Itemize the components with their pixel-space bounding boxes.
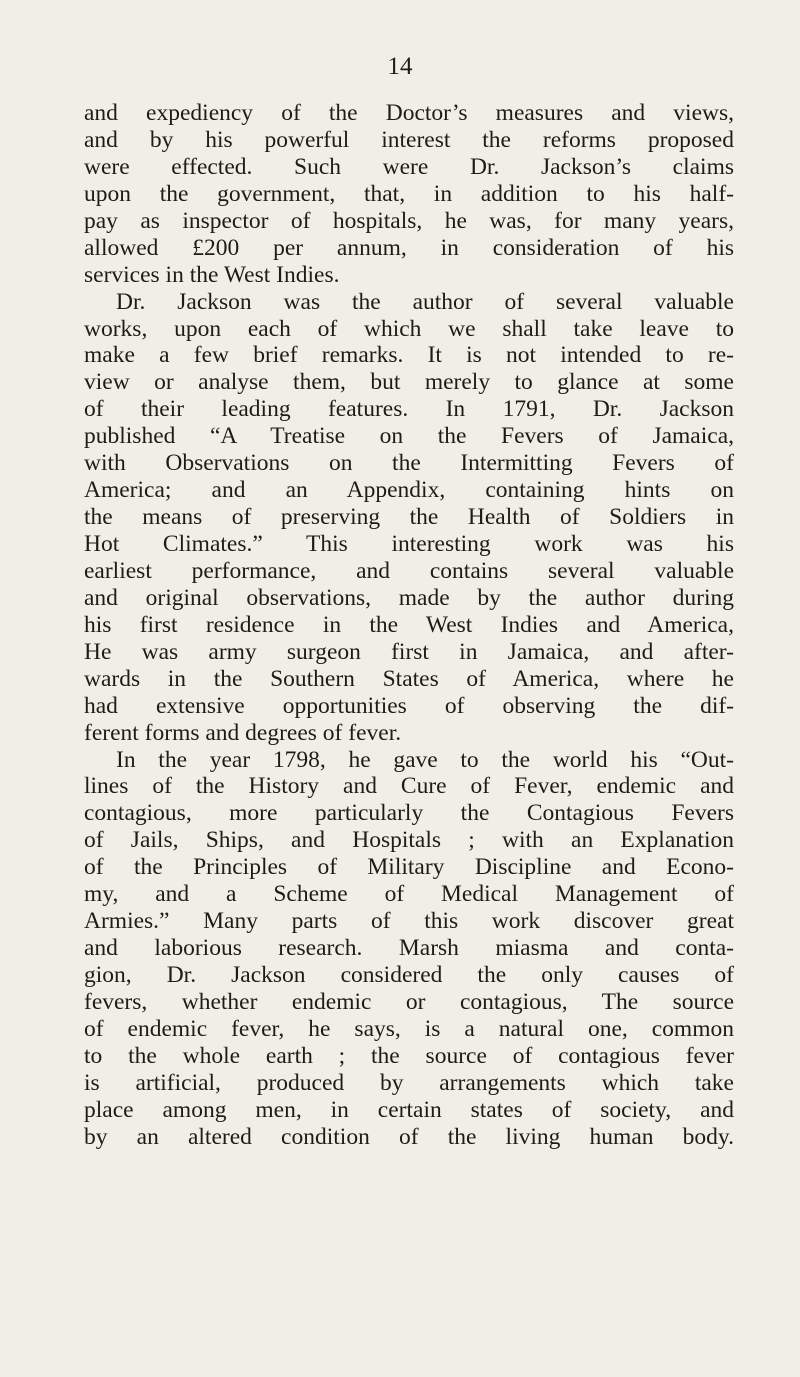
- text-line: and original observations, made by the author during: [84, 584, 734, 611]
- page-number: 14: [387, 53, 413, 80]
- text-line: fevers, whether endemic or contagious, The source: [84, 988, 734, 1015]
- text-line: place among men, in certain states of society, and: [84, 1096, 734, 1123]
- text-line: allowed £200 per annum, in consideration of his: [84, 234, 734, 261]
- text-line: with Observations on the Intermitting Fevers of: [84, 450, 734, 477]
- text-line: by an altered condition of the living human body.: [84, 1123, 734, 1150]
- text-line: were effected. Such were Dr. Jackson’s claims: [84, 153, 734, 180]
- text-line: of endemic fever, he says, is a natural one, common: [84, 1015, 734, 1042]
- text-line: Hot Climates.” This interesting work was his: [84, 531, 734, 557]
- text-line: the means of preserving the Health of Soldiers in: [84, 504, 734, 531]
- text-line: He was army surgeon first in Jamaica, and after-: [84, 638, 734, 665]
- body-text: [84, 100, 734, 1151]
- text-line: Armies.” Many parts of this work discover great: [84, 908, 734, 935]
- text-line: make a few brief remarks. It is not intended to re-: [84, 342, 734, 369]
- text-line: and expediency of the Doctor’s measures and views,: [84, 100, 734, 126]
- text-line: In the year 1798, he gave to the world his “Out-: [116, 746, 734, 773]
- text-line: works, upon each of which we shall take leave to: [84, 315, 734, 342]
- text-line: to the whole earth ; the source of contagious fever: [84, 1042, 734, 1069]
- text-line: my, and a Scheme of Medical Management of: [84, 881, 734, 908]
- text-line: upon the government, that, in addition to his half-: [84, 180, 734, 207]
- text-line: his first residence in the West Indies and America,: [84, 611, 734, 638]
- text-line: published “A Treatise on the Fevers of Jamaica,: [84, 423, 734, 450]
- text-line: and laborious research. Marsh miasma and conta-: [84, 935, 734, 962]
- text-line: America; and an Appendix, containing hints on: [84, 477, 734, 504]
- text-line: wards in the Southern States of America, where he: [84, 665, 734, 692]
- text-line: contagious, more particularly the Contagious Fevers: [84, 800, 734, 827]
- text-line: earliest performance, and contains several valuable: [84, 557, 734, 584]
- text-line: gion, Dr. Jackson considered the only causes of: [84, 962, 734, 988]
- text-line: view or analyse them, but merely to glance at some: [84, 369, 734, 396]
- text-line: Dr. Jackson was the author of several valuable: [116, 288, 734, 315]
- text-line: of the Principles of Military Discipline and Econo-: [84, 854, 734, 881]
- text-line: of their leading features. In 1791, Dr. Jackson: [84, 396, 734, 423]
- text-line: pay as inspector of hospitals, he was, for many years,: [84, 207, 734, 234]
- text-line: of Jails, Ships, and Hospitals ; with an Explanation: [84, 827, 734, 854]
- text-line: is artificial, produced by arrangements which take: [84, 1069, 734, 1096]
- text-line: ferent forms and degrees of fever.: [84, 719, 402, 746]
- text-line: services in the West Indies.: [84, 261, 340, 288]
- text-line: lines of the History and Cure of Fever, endemic and: [84, 773, 734, 800]
- text-line: and by his powerful interest the reforms proposed: [84, 126, 734, 153]
- text-line: had extensive opportunities of observing the dif-: [84, 692, 734, 719]
